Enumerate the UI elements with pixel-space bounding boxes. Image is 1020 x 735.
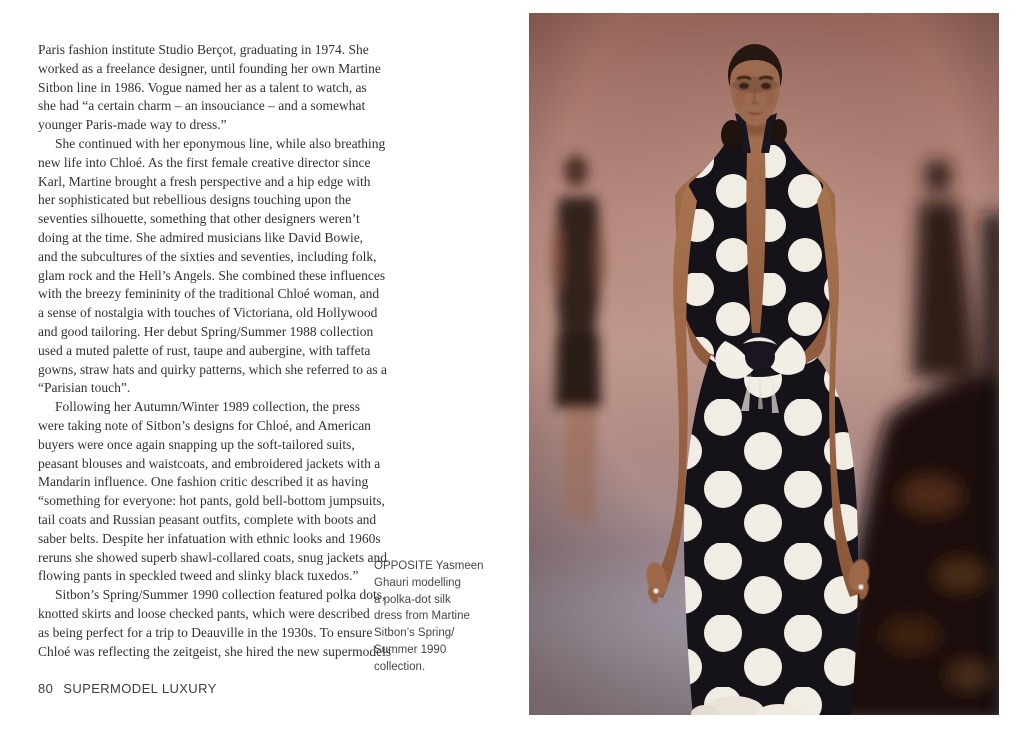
text-line: “something for everyone: hot pants, gold bell-bottom jumpsuits, [38, 493, 385, 509]
text-line: Sitbon line in 1986. Vogue named her as a talent to watch, as [38, 79, 367, 95]
caption-line: a polka-dot silk [374, 593, 451, 606]
page-number: 80 [38, 681, 54, 696]
text-line: and the subcultures of the sixties and seventies, including folk, [38, 248, 377, 264]
text-line: her sophisticated but rebellious designs touching upon the [38, 192, 352, 208]
text-line: used a muted palette of rust, taupe and aubergine, with taffeta [38, 342, 371, 358]
caption-line: collection. [374, 660, 426, 673]
caption-line: Summer 1990 [374, 643, 447, 656]
text-line: worked as a freelance designer, until founding her own Martine [38, 60, 381, 76]
text-line: Mandarin influence. One fashion critic described it as having [38, 474, 369, 490]
caption-line: Ghauri modelling [374, 576, 461, 589]
text-line: Karl, Martine brought a fresh perspective and a hip edge with [38, 173, 371, 189]
page-footer [38, 681, 217, 696]
text-line: and good tailoring. Her debut Spring/Summer 1988 collection [38, 323, 374, 339]
text-line: saber belts. Despite her infatuation with ethnic looks and 1960s [38, 530, 381, 546]
text-line: doing at the time. She admired musicians like David Bowie, [38, 229, 364, 245]
text-line: flowing pants in speckled tweed and slinky black tuxedos.” [38, 568, 359, 584]
text-line: seventies silhouette, something that other designers weren’t [38, 211, 360, 227]
text-line: She continued with her eponymous line, while also breathing [55, 135, 386, 151]
text-line: “Parisian touch”. [38, 380, 131, 396]
text-line: buyers were once again snapping up the soft-tailored suits, [38, 436, 355, 452]
text-line: Following her Autumn/Winter 1989 collection, the press [55, 399, 361, 415]
text-line: Sitbon’s Spring/Summer 1990 collection featured polka dots, [55, 587, 386, 603]
photo-caption [374, 558, 494, 676]
text-line: glam rock and the Hell’s Angels. She combined these influences [38, 267, 386, 283]
runway-photo-illustration [529, 13, 999, 715]
paragraph [38, 398, 388, 586]
caption-line: OPPOSITE Yasmeen [374, 560, 484, 572]
text-line: peasant blouses and waistcoats, and embroidered jackets with a [38, 455, 381, 471]
paragraph [38, 586, 392, 661]
body-text [38, 41, 392, 661]
text-line: reruns she showed superb shawl-collared coats, snug jackets and [38, 549, 388, 565]
caption-line: dress from Martine [374, 610, 470, 623]
text-line: were taking note of Sitbon’s designs for Chloé, and American [38, 417, 371, 433]
paragraph [38, 135, 388, 398]
text-line: Paris fashion institute Studio Berçot, graduating in 1974. She [38, 42, 369, 57]
text-line: Chloé was reflecting the zeitgeist, she hired the new supermodels [38, 643, 392, 659]
text-line: tail coats and Russian peasant outfits, complete with boots and [38, 511, 377, 527]
text-line: as being perfect for a trip to Deauville in the 1930s. To ensure [38, 624, 373, 640]
runway-photo [529, 13, 999, 715]
text-line: gowns, straw hats and quirky patterns, which she referred to as a [38, 361, 388, 377]
running-title: SUPERMODEL LUXURY [63, 681, 217, 696]
text-line: with the breezy femininity of the traditional Chloé woman, and [38, 286, 380, 302]
text-line: younger Paris-made way to dress.” [38, 117, 227, 133]
text-line: a sense of nostalgia with touches of Victoriana, old Hollywood [38, 305, 378, 321]
text-line: she had “a certain charm – an insouciance – and a somewhat [38, 98, 366, 114]
paragraph [38, 41, 381, 135]
caption-line: Sitbon’s Spring/ [374, 627, 455, 640]
text-line: knotted skirts and loose checked pants, which were described [38, 605, 370, 621]
text-line: new life into Chloé. As the first female creative director since [38, 154, 371, 170]
